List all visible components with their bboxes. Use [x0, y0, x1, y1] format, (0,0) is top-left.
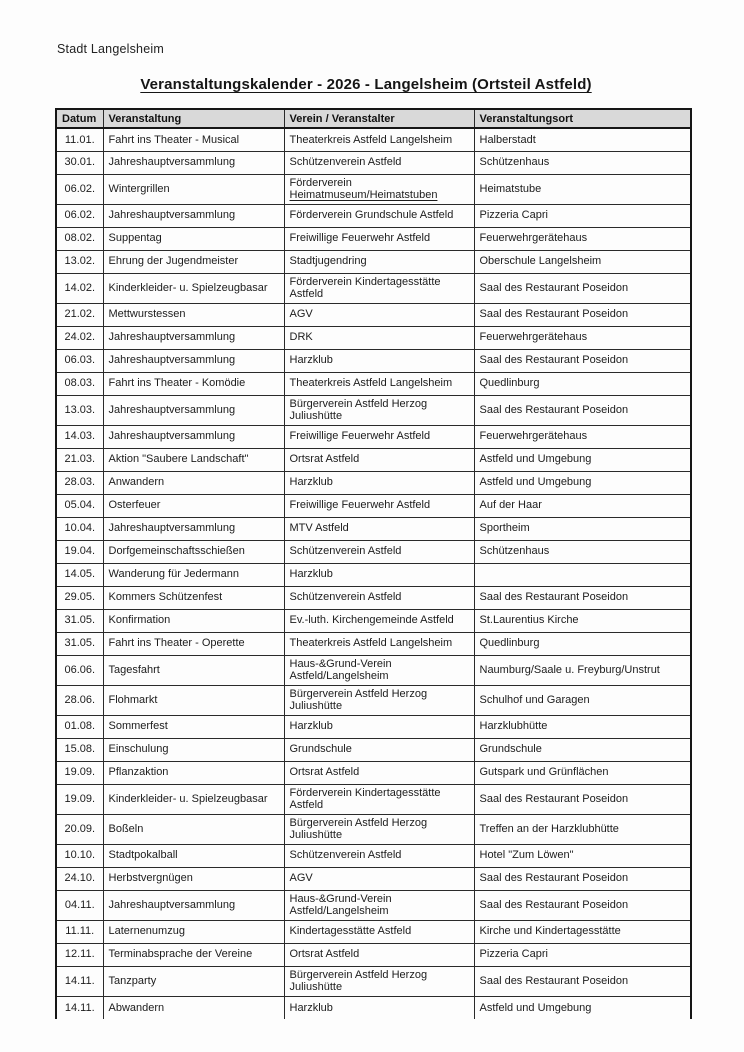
cell-organizer: Förderverein Grundschule Astfeld	[284, 204, 474, 227]
cell-date: 10.04.	[56, 517, 103, 540]
cell-organizer: Grundschule	[284, 738, 474, 761]
table-row	[56, 395, 691, 425]
cell-location: Saal des Restaurant Poseidon	[474, 395, 691, 425]
cell-event: Herbstvergnügen	[103, 867, 284, 890]
cell-organizer: Ortsrat Astfeld	[284, 943, 474, 966]
cell-organizer: Schützenverein Astfeld	[284, 844, 474, 867]
table-row	[56, 814, 691, 844]
cell-event: Terminabsprache der Vereine	[103, 943, 284, 966]
table-row	[56, 151, 691, 174]
table-header-row	[56, 109, 691, 128]
cell-location: Quedlinburg	[474, 632, 691, 655]
cell-organizer: Förderverein Heimatmuseum/Heimatstuben	[284, 174, 474, 204]
table-row	[56, 448, 691, 471]
cell-organizer: Schützenverein Astfeld	[284, 586, 474, 609]
cell-date: 12.11.	[56, 943, 103, 966]
cell-organizer: Theaterkreis Astfeld Langelsheim	[284, 128, 474, 151]
table-row	[56, 943, 691, 966]
cell-organizer: Schützenverein Astfeld	[284, 540, 474, 563]
table-row	[56, 867, 691, 890]
cell-date: 08.02.	[56, 227, 103, 250]
table-row	[56, 890, 691, 920]
column-header-veranstaltung: Veranstaltung	[103, 109, 284, 128]
cell-date: 14.02.	[56, 273, 103, 303]
cell-event: Sommerfest	[103, 715, 284, 738]
cell-organizer: Bürgerverein Astfeld Herzog Juliushütte	[284, 966, 474, 996]
cell-event: Jahreshauptversammlung	[103, 890, 284, 920]
table-row	[56, 586, 691, 609]
cell-location: Quedlinburg	[474, 372, 691, 395]
table-row	[56, 303, 691, 326]
cell-date: 24.02.	[56, 326, 103, 349]
cell-event: Anwandern	[103, 471, 284, 494]
table-row	[56, 204, 691, 227]
table-row	[56, 425, 691, 448]
cell-location: Saal des Restaurant Poseidon	[474, 586, 691, 609]
cell-date: 14.03.	[56, 425, 103, 448]
cell-event: Flohmarkt	[103, 685, 284, 715]
cell-event: Konfirmation	[103, 609, 284, 632]
cell-organizer: Freiwillige Feuerwehr Astfeld	[284, 494, 474, 517]
cell-location: Pizzeria Capri	[474, 943, 691, 966]
cell-organizer: Harzklub	[284, 715, 474, 738]
cell-event: Jahreshauptversammlung	[103, 326, 284, 349]
cell-event: Tagesfahrt	[103, 655, 284, 685]
cell-date: 19.04.	[56, 540, 103, 563]
cell-organizer: MTV Astfeld	[284, 517, 474, 540]
cell-organizer: Stadtjugendring	[284, 250, 474, 273]
cell-organizer: Theaterkreis Astfeld Langelsheim	[284, 632, 474, 655]
cell-event: Fahrt ins Theater - Operette	[103, 632, 284, 655]
cell-location: Heimatstube	[474, 174, 691, 204]
cell-organizer: Haus-&Grund-Verein Astfeld/Langelsheim	[284, 655, 474, 685]
cell-event: Fahrt ins Theater - Komödie	[103, 372, 284, 395]
cell-date: 31.05.	[56, 632, 103, 655]
cell-location: Saal des Restaurant Poseidon	[474, 303, 691, 326]
table-row	[56, 609, 691, 632]
table-row	[56, 715, 691, 738]
table-row	[56, 517, 691, 540]
table-row	[56, 966, 691, 996]
cell-event: Abwandern	[103, 996, 284, 1019]
cell-event: Fahrt ins Theater - Musical	[103, 128, 284, 151]
cell-event: Jahreshauptversammlung	[103, 349, 284, 372]
cell-date: 30.01.	[56, 151, 103, 174]
table-row	[56, 920, 691, 943]
table-row	[56, 128, 691, 151]
cell-date: 24.10.	[56, 867, 103, 890]
cell-organizer: Bürgerverein Astfeld Herzog Juliushütte	[284, 814, 474, 844]
cell-event: Kinderkleider- u. Spielzeugbasar	[103, 273, 284, 303]
cell-location: Hotel "Zum Löwen"	[474, 844, 691, 867]
cell-date: 13.03.	[56, 395, 103, 425]
cell-location: Saal des Restaurant Poseidon	[474, 890, 691, 920]
cell-location: Schützenhaus	[474, 540, 691, 563]
cell-location: Grundschule	[474, 738, 691, 761]
table-row	[56, 996, 691, 1019]
table-row	[56, 471, 691, 494]
cell-location: Schützenhaus	[474, 151, 691, 174]
cell-organizer: Theaterkreis Astfeld Langelsheim	[284, 372, 474, 395]
cell-event: Tanzparty	[103, 966, 284, 996]
cell-location: Astfeld und Umgebung	[474, 471, 691, 494]
column-header-datum: Datum	[56, 109, 103, 128]
cell-date: 28.06.	[56, 685, 103, 715]
cell-location: Saal des Restaurant Poseidon	[474, 349, 691, 372]
event-table-body	[56, 128, 691, 1019]
cell-event: Dorfgemeinschaftsschießen	[103, 540, 284, 563]
table-row	[56, 844, 691, 867]
cell-date: 14.11.	[56, 966, 103, 996]
cell-event: Aktion "Saubere Landschaft"	[103, 448, 284, 471]
cell-location: Feuerwehrgerätehaus	[474, 326, 691, 349]
cell-date: 11.11.	[56, 920, 103, 943]
table-row	[56, 227, 691, 250]
cell-organizer: Harzklub	[284, 996, 474, 1019]
cell-location: Naumburg/Saale u. Freyburg/Unstrut	[474, 655, 691, 685]
cell-date: 06.02.	[56, 174, 103, 204]
cell-organizer: Ev.-luth. Kirchengemeinde Astfeld	[284, 609, 474, 632]
column-header-verein-veranstalter: Verein / Veranstalter	[284, 109, 474, 128]
cell-organizer: AGV	[284, 303, 474, 326]
cell-date: 29.05.	[56, 586, 103, 609]
cell-date: 11.01.	[56, 128, 103, 151]
cell-date: 10.10.	[56, 844, 103, 867]
cell-event: Boßeln	[103, 814, 284, 844]
cell-event: Pflanzaktion	[103, 761, 284, 784]
cell-organizer: Ortsrat Astfeld	[284, 761, 474, 784]
cell-location	[474, 563, 691, 586]
cell-location: Astfeld und Umgebung	[474, 448, 691, 471]
table-row	[56, 738, 691, 761]
event-calendar-table	[55, 108, 692, 1019]
cell-date: 05.04.	[56, 494, 103, 517]
table-row	[56, 632, 691, 655]
cell-date: 06.03.	[56, 349, 103, 372]
sender-name: Stadt Langelsheim	[57, 42, 164, 56]
table-row	[56, 784, 691, 814]
cell-event: Jahreshauptversammlung	[103, 204, 284, 227]
cell-date: 19.09.	[56, 784, 103, 814]
cell-event: Laternenumzug	[103, 920, 284, 943]
cell-event: Suppentag	[103, 227, 284, 250]
cell-event: Osterfeuer	[103, 494, 284, 517]
cell-event: Stadtpokalball	[103, 844, 284, 867]
cell-organizer: Harzklub	[284, 471, 474, 494]
cell-location: Halberstadt	[474, 128, 691, 151]
cell-event: Jahreshauptversammlung	[103, 395, 284, 425]
cell-organizer: Harzklub	[284, 349, 474, 372]
cell-location: Saal des Restaurant Poseidon	[474, 784, 691, 814]
cell-date: 04.11.	[56, 890, 103, 920]
table-row	[56, 273, 691, 303]
cell-location: Saal des Restaurant Poseidon	[474, 273, 691, 303]
cell-location: Astfeld und Umgebung	[474, 996, 691, 1019]
table-row	[56, 494, 691, 517]
cell-location: Feuerwehrgerätehaus	[474, 227, 691, 250]
table-row	[56, 250, 691, 273]
cell-location: Saal des Restaurant Poseidon	[474, 867, 691, 890]
cell-date: 15.08.	[56, 738, 103, 761]
table-row	[56, 685, 691, 715]
cell-organizer: Harzklub	[284, 563, 474, 586]
cell-date: 14.11.	[56, 996, 103, 1019]
table-row	[56, 372, 691, 395]
cell-organizer: Bürgerverein Astfeld Herzog Juliushütte	[284, 395, 474, 425]
cell-location: Sportheim	[474, 517, 691, 540]
cell-event: Einschulung	[103, 738, 284, 761]
cell-event: Ehrung der Jugendmeister	[103, 250, 284, 273]
table-row	[56, 326, 691, 349]
cell-location: Gutspark und Grünflächen	[474, 761, 691, 784]
table-row	[56, 349, 691, 372]
cell-date: 28.03.	[56, 471, 103, 494]
cell-organizer: Freiwillige Feuerwehr Astfeld	[284, 425, 474, 448]
cell-location: Pizzeria Capri	[474, 204, 691, 227]
cell-location: Saal des Restaurant Poseidon	[474, 966, 691, 996]
cell-date: 13.02.	[56, 250, 103, 273]
table-row	[56, 655, 691, 685]
cell-organizer: AGV	[284, 867, 474, 890]
cell-date: 21.02.	[56, 303, 103, 326]
cell-organizer: Kindertagesstätte Astfeld	[284, 920, 474, 943]
cell-date: 20.09.	[56, 814, 103, 844]
cell-event: Mettwurstessen	[103, 303, 284, 326]
cell-event: Jahreshauptversammlung	[103, 517, 284, 540]
cell-location: Treffen an der Harzklubhütte	[474, 814, 691, 844]
cell-date: 06.02.	[56, 204, 103, 227]
page-title: Veranstaltungskalender - 2026 - Langelsheim (Ortsteil Astfeld)	[140, 76, 592, 93]
cell-event: Jahreshauptversammlung	[103, 151, 284, 174]
cell-date: 31.05.	[56, 609, 103, 632]
cell-date: 19.09.	[56, 761, 103, 784]
cell-event: Wanderung für Jedermann	[103, 563, 284, 586]
cell-organizer: Bürgerverein Astfeld Herzog Juliushütte	[284, 685, 474, 715]
table-row	[56, 174, 691, 204]
cell-location: Schulhof und Garagen	[474, 685, 691, 715]
cell-event: Wintergrillen	[103, 174, 284, 204]
cell-location: Auf der Haar	[474, 494, 691, 517]
cell-location: St.Laurentius Kirche	[474, 609, 691, 632]
cell-organizer: Ortsrat Astfeld	[284, 448, 474, 471]
table-row	[56, 761, 691, 784]
cell-event: Kommers Schützenfest	[103, 586, 284, 609]
cell-organizer: Förderverein Kindertagesstätte Astfeld	[284, 784, 474, 814]
cell-organizer: Haus-&Grund-Verein Astfeld/Langelsheim	[284, 890, 474, 920]
cell-date: 01.08.	[56, 715, 103, 738]
cell-organizer: Freiwillige Feuerwehr Astfeld	[284, 227, 474, 250]
cell-organizer: Schützenverein Astfeld	[284, 151, 474, 174]
cell-event: Jahreshauptversammlung	[103, 425, 284, 448]
cell-date: 14.05.	[56, 563, 103, 586]
cell-location: Feuerwehrgerätehaus	[474, 425, 691, 448]
cell-date: 21.03.	[56, 448, 103, 471]
cell-event: Kinderkleider- u. Spielzeugbasar	[103, 784, 284, 814]
cell-location: Kirche und Kindertagesstätte	[474, 920, 691, 943]
cell-organizer: DRK	[284, 326, 474, 349]
cell-date: 06.06.	[56, 655, 103, 685]
cell-location: Oberschule Langelsheim	[474, 250, 691, 273]
table-row	[56, 563, 691, 586]
column-header-veranstaltungsort: Veranstaltungsort	[474, 109, 691, 128]
cell-date: 08.03.	[56, 372, 103, 395]
cell-location: Harzklubhütte	[474, 715, 691, 738]
table-row	[56, 540, 691, 563]
cell-organizer: Förderverein Kindertagesstätte Astfeld	[284, 273, 474, 303]
